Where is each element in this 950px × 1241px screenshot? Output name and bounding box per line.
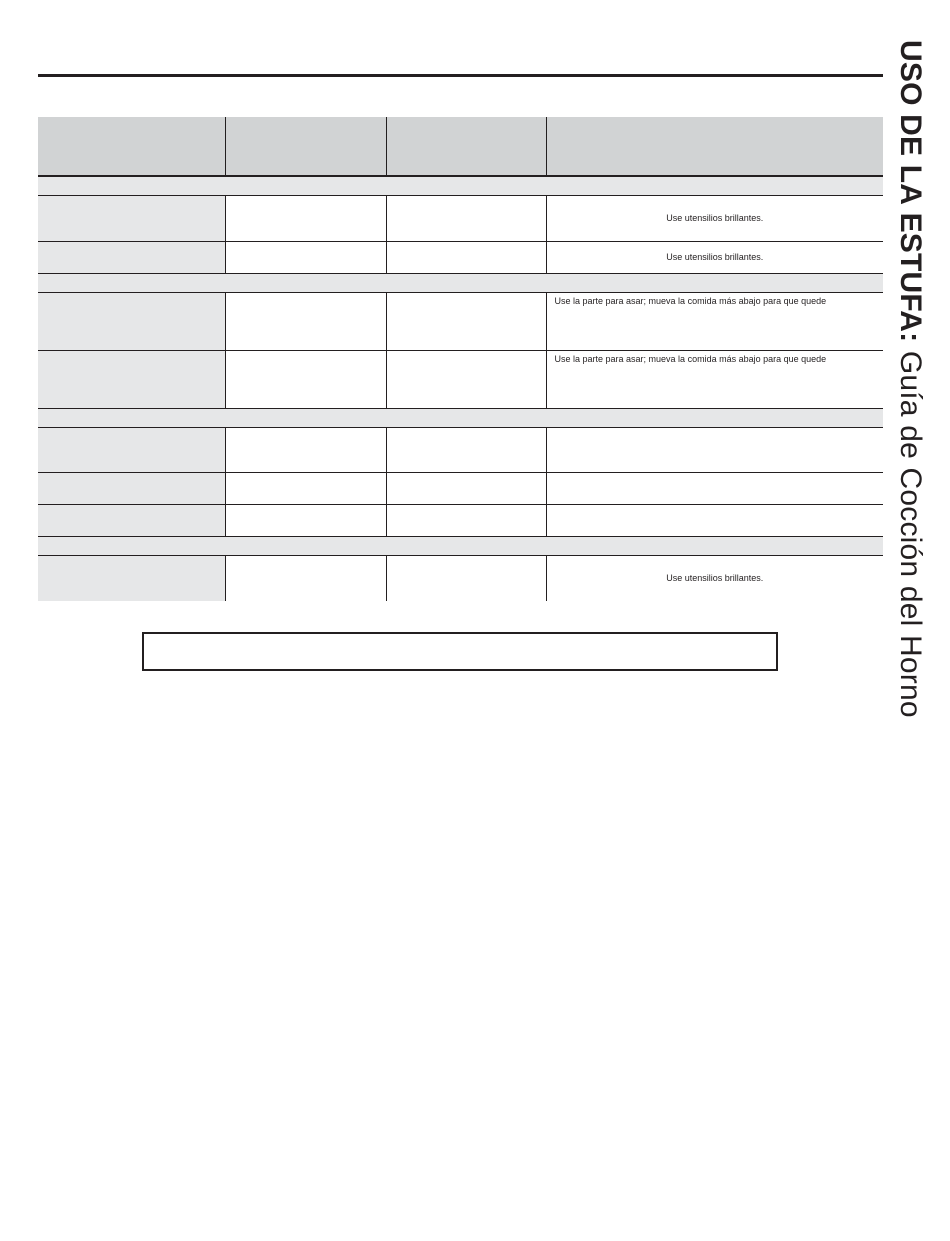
table-cell xyxy=(225,556,386,602)
table-cell xyxy=(386,196,546,242)
notes-cell: Use la parte para asar; mueva la comida más abajo para que quede xyxy=(546,293,883,351)
table-cell xyxy=(386,556,546,602)
table-row xyxy=(38,196,883,242)
side-title-bold: USO DE LA ESTUFA: xyxy=(894,40,927,343)
notes-cell: Use utensilios brillantes. xyxy=(546,196,883,242)
food-cell xyxy=(38,556,225,602)
header-cell-food xyxy=(38,117,225,176)
notes-cell: Use utensilios brillantes. xyxy=(546,556,883,602)
notes-cell xyxy=(546,473,883,505)
table-row xyxy=(38,473,883,505)
table-row xyxy=(38,556,883,602)
food-cell xyxy=(38,505,225,537)
table-row xyxy=(38,293,883,351)
cooking-guide-table xyxy=(38,117,883,601)
table-row xyxy=(38,428,883,473)
food-cell xyxy=(38,351,225,409)
side-title xyxy=(895,40,925,718)
table-cell xyxy=(386,505,546,537)
table-cell xyxy=(225,428,386,473)
table-cell xyxy=(386,473,546,505)
table-row xyxy=(38,505,883,537)
table-cell xyxy=(386,242,546,274)
notes-cell xyxy=(546,428,883,473)
table-cell xyxy=(225,242,386,274)
table-cell xyxy=(225,293,386,351)
notes-cell xyxy=(546,505,883,537)
food-cell xyxy=(38,473,225,505)
table-row xyxy=(38,351,883,409)
food-cell xyxy=(38,293,225,351)
table-cell xyxy=(225,473,386,505)
table-cell xyxy=(225,505,386,537)
food-cell xyxy=(38,428,225,473)
section-row xyxy=(38,274,883,293)
table-cell xyxy=(386,351,546,409)
header-cell-2 xyxy=(225,117,386,176)
table-row xyxy=(38,242,883,274)
footnote-box xyxy=(142,632,778,671)
section-row xyxy=(38,176,883,196)
table-cell xyxy=(225,196,386,242)
table-cell xyxy=(225,351,386,409)
header-cell-3 xyxy=(386,117,546,176)
food-cell xyxy=(38,242,225,274)
section-row xyxy=(38,409,883,428)
food-cell xyxy=(38,196,225,242)
header-cell-notes xyxy=(546,117,883,176)
side-title-regular: Guía de Cocción del Horno xyxy=(894,342,927,718)
notes-cell: Use utensilios brillantes. xyxy=(546,242,883,274)
section-row xyxy=(38,537,883,556)
top-rule xyxy=(38,74,883,77)
table-cell xyxy=(386,428,546,473)
notes-cell: Use la parte para asar; mueva la comida más abajo para que quede xyxy=(546,351,883,409)
table-cell xyxy=(386,293,546,351)
table-header-row xyxy=(38,117,883,176)
